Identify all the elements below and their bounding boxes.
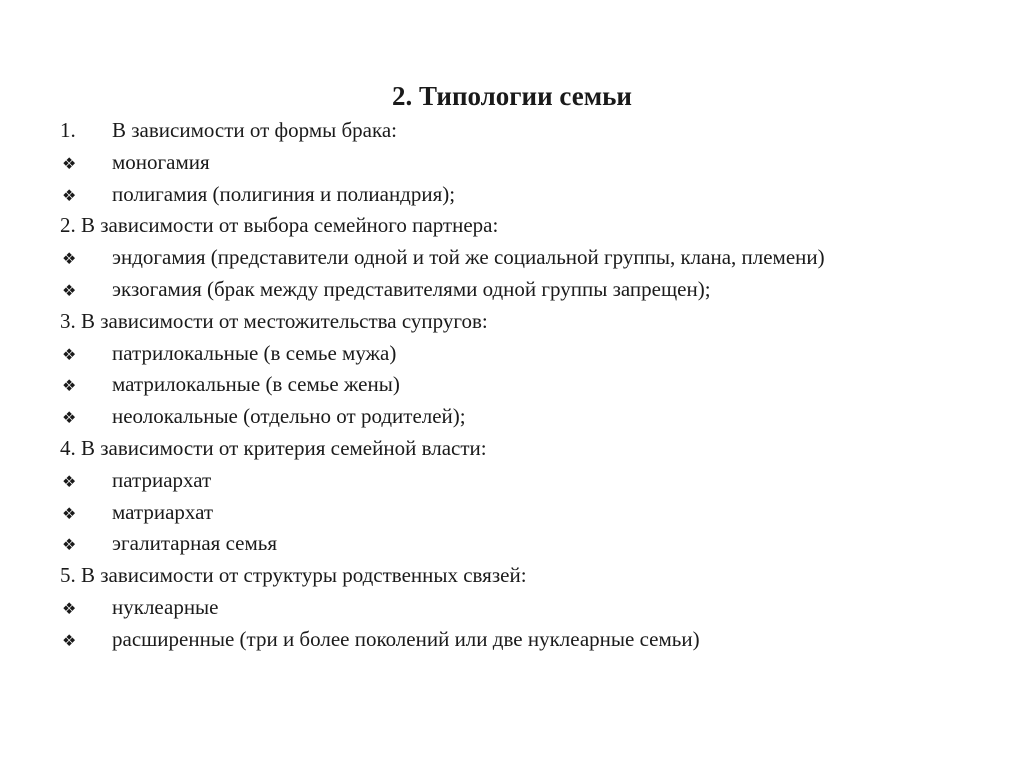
list-item <box>60 592 1000 624</box>
list-item-text: патриархат <box>112 467 212 492</box>
list-item <box>60 528 1000 560</box>
list-item-text: патрилокальные (в семье мужа) <box>112 340 397 365</box>
diamond-bullet-icon: ❖ <box>62 535 77 555</box>
diamond-bullet-icon: ❖ <box>62 280 77 300</box>
list-item <box>60 147 1000 179</box>
list-item <box>60 274 1000 306</box>
list-item-text: полигамия (полигиния и полиандрия); <box>112 181 456 206</box>
list-item <box>60 401 1000 433</box>
diamond-bullet-icon: ❖ <box>62 503 77 523</box>
section-heading <box>60 306 1000 338</box>
diamond-bullet-icon: ❖ <box>62 630 77 650</box>
section-heading <box>60 115 1000 147</box>
section-heading-text: 2. В зависимости от выбора семейного партнера: <box>60 213 499 238</box>
section-heading-text: 3. В зависимости от местожительства супругов: <box>60 308 488 333</box>
section-heading <box>60 560 1000 592</box>
diamond-bullet-icon: ❖ <box>62 376 77 396</box>
list-item-text: матриархат <box>112 499 214 524</box>
list-item-text: экзогамия (брак между представителями одной группы запрещен); <box>112 276 711 301</box>
list-item <box>60 338 1000 370</box>
section-heading-text: 4. В зависимости от критерия семейной власти: <box>60 435 487 460</box>
diamond-bullet-icon: ❖ <box>62 185 77 205</box>
list-item <box>60 497 1000 529</box>
diamond-bullet-icon: ❖ <box>62 471 77 491</box>
slide-title: 2. Типологии семьи <box>392 81 632 111</box>
diamond-bullet-icon: ❖ <box>62 408 77 428</box>
list-item <box>60 624 1000 656</box>
section-heading <box>60 210 1000 242</box>
diamond-bullet-icon: ❖ <box>62 153 77 173</box>
list-item <box>60 179 1000 211</box>
section-number: 1. <box>60 118 76 142</box>
list-item <box>60 242 1000 274</box>
list-item-text: расширенные (три и более поколений или две нуклеарные семьи) <box>112 626 700 651</box>
section-heading <box>60 433 1000 465</box>
list-item-text: моногамия <box>112 149 210 174</box>
section-heading-text: 5. В зависимости от структуры родственных связей: <box>60 563 527 588</box>
section-heading-text: В зависимости от формы брака: <box>112 118 398 142</box>
list-item-text: нуклеарные <box>112 594 219 619</box>
diamond-bullet-icon: ❖ <box>62 598 77 618</box>
typology-list <box>60 115 1000 656</box>
diamond-bullet-icon: ❖ <box>62 344 77 364</box>
list-item <box>60 369 1000 401</box>
diamond-bullet-icon: ❖ <box>62 249 77 269</box>
list-item <box>60 465 1000 497</box>
list-item-text: неолокальные (отдельно от родителей); <box>112 404 466 429</box>
list-item-text: эгалитарная семья <box>112 531 277 556</box>
list-item-text: эндогамия (представители одной и той же социальной группы, клана, племени) <box>112 245 825 270</box>
list-item-text: матрилокальные (в семье жены) <box>112 372 400 397</box>
